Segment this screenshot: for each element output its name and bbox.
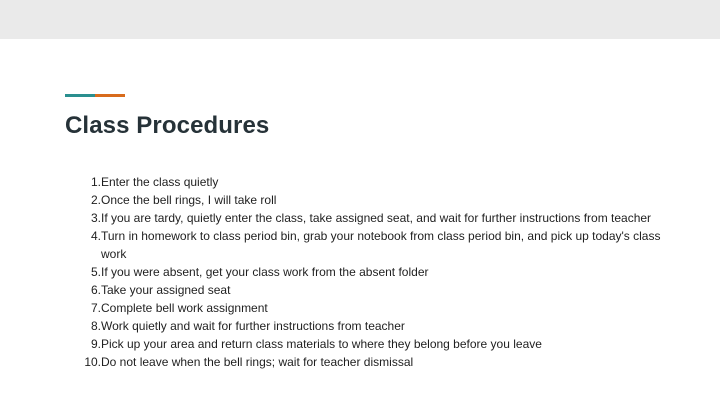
list-number: 5. bbox=[90, 265, 101, 279]
list-number: 10. bbox=[84, 355, 101, 369]
slide-title: Class Procedures bbox=[65, 112, 270, 139]
procedure-list bbox=[65, 173, 665, 371]
list-number: 8. bbox=[90, 319, 101, 333]
list-number: 7. bbox=[90, 301, 101, 315]
list-item bbox=[65, 191, 665, 209]
list-item bbox=[65, 281, 665, 299]
list-text: Enter the class quietly bbox=[101, 175, 219, 189]
accent-bar-orange bbox=[95, 94, 125, 97]
list-text: Complete bell work assignment bbox=[101, 301, 268, 315]
list-item bbox=[65, 353, 665, 371]
list-number: 9. bbox=[90, 337, 101, 351]
list-text: Do not leave when the bell rings; wait for teacher dismissal bbox=[101, 355, 414, 369]
list-item bbox=[65, 317, 665, 335]
list-item bbox=[65, 173, 665, 191]
list-item bbox=[65, 335, 665, 353]
list-text: Once the bell rings, I will take roll bbox=[101, 193, 277, 207]
list-number: 4. bbox=[90, 229, 101, 243]
accent-bar-teal bbox=[65, 94, 95, 97]
list-item bbox=[65, 263, 665, 281]
top-band bbox=[0, 0, 720, 39]
list-item bbox=[65, 299, 665, 317]
list-text: Pick up your area and return class materials to where they belong before you leave bbox=[101, 337, 542, 351]
list-number: 1. bbox=[90, 175, 101, 189]
list-text: If you were absent, get your class work from the absent folder bbox=[101, 265, 429, 279]
list-number: 3. bbox=[90, 211, 101, 225]
list-item bbox=[65, 209, 665, 227]
list-text: Work quietly and wait for further instructions from teacher bbox=[101, 319, 405, 333]
list-item bbox=[65, 227, 665, 263]
list-text: Turn in homework to class period bin, grab your notebook from class period bin, and pick up today's class work bbox=[101, 229, 661, 261]
list-text: If you are tardy, quietly enter the class, take assigned seat, and wait for further instructions from teacher bbox=[101, 211, 652, 225]
list-number: 2. bbox=[90, 193, 101, 207]
list-text: Take your assigned seat bbox=[101, 283, 231, 297]
list-number: 6. bbox=[90, 283, 101, 297]
